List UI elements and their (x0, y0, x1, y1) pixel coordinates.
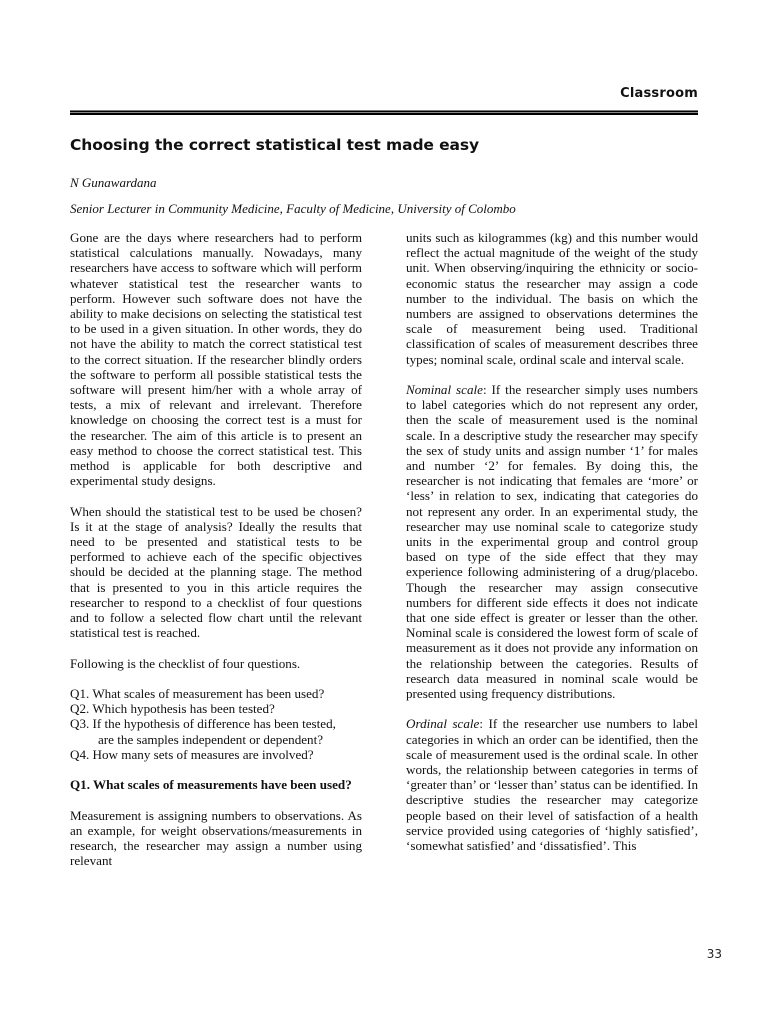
nominal-scale-paragraph (406, 382, 698, 701)
ordinal-scale-text: : If the researcher use numbers to label categories in which an order can be identified, then the scale of measurement used is the ordinal scale. In other words, the relationship between categories in terms of ‘greater than’ or ‘lesser than’ status can be identified. In descriptive studies the researcher may categorize people based on their level of satisfaction of a health service provided using categories of ‘highly satisfied’, ‘somewhat satisfied’ and ‘dissatisfied’. This (406, 716, 698, 854)
checklist-item-q3-continued: are the samples independent or dependent? (98, 731, 324, 747)
article-title: Choosing the correct statistical test made easy (70, 136, 480, 154)
checklist-item-q1: Q1. What scales of measurement has been used? (70, 686, 325, 702)
intro-paragraph: Gone are the days where researchers had to perform statistical calculations manually. Nowadays, many researchers have access to software which will perform whatever statistical test the researcher wants to perform. However such software does not have the ability to make decisions on selecting the statistical test to be used in a given situation. In other words, they do not have the ability to match the correct statistical test to the correct situation. If the researcher blindly orders the software to perform all possible statistical tests the software will present him/her with a whole array of tests, a mix of relevant and irrelevant. Therefore knowledge on choosing the correct test is a must for the researcher. The aim of this article is to present an easy method to choose the correct statistical test. This method is applicable for both descriptive and experimental study designs. (70, 230, 362, 489)
ordinal-scale-paragraph (406, 716, 698, 853)
nominal-scale-text: : If the researcher simply uses numbers to label categories which do not represent any order, then the scale of measurement used is the nominal scale. In a descriptive study the researcher may specify the sex of study units and assign number ‘1’ for males and number ‘2’ for females. By doing this, the researcher is not indicating that females are ‘more’ or ‘less’ in relation to sex, indicating that categories do not represent any order. In an experimental study, the researcher may use nominal scale to categorize study units in the experimental group and control group based on type of the side effect that they may experience following administering of a drug/placebo. Though the researcher may assign consecutive numbers for different side effects it does not indicate that one side effect is greater or lesser than the other. Nominal scale is considered the lowest form of scale of measurement as it does not provide any information on the relationship between the categories. Results of research data measured in nominal scale would be presented using frequency distributions. (406, 382, 698, 702)
nominal-scale-term: Nominal scale (406, 382, 483, 398)
article-author: N Gunawardana (70, 175, 157, 190)
measurement-continued-paragraph: units such as kilogrammes (kg) and this number would reflect the actual magnitude of the weight of the study unit. When observing/inquiring the ethnicity or socio-economic status the researcher may assign a code number to the individual. The basis on which the numbers are assigned to observations determines the scale of measurement being used. Traditional classification of scales of measurement describes three types; nominal scale, ordinal scale and interval scale. (406, 230, 698, 367)
header-rule (70, 110, 698, 115)
checklist (70, 686, 362, 762)
left-column (70, 230, 362, 868)
article-affiliation: Senior Lecturer in Community Medicine, Faculty of Medicine, University of Colombo (70, 201, 516, 216)
right-column (406, 230, 698, 853)
page-number: 33 (706, 947, 722, 961)
checklist-item-q3: Q3. If the hypothesis of difference has been tested, (70, 716, 336, 732)
timing-paragraph: When should the statistical test to be used be chosen? Is it at the stage of analysis? Ideally the results that need to be presented and statistical tests to be performed to achieve each of the specific objectives should be decided at the planning stage. The method that is presented to you in this article requires the researcher to respond to a checklist of four questions and to follow a selected flow chart until the relevant statistical test is reached. (70, 503, 362, 641)
section-label: Classroom (620, 86, 698, 101)
checklist-item-q4: Q4. How many sets of measures are involved? (70, 746, 314, 762)
measurement-paragraph: Measurement is assigning numbers to observations. As an example, for weight observations/measurements in research, the researcher may assign a number using relevant (70, 807, 362, 869)
ordinal-scale-term: Ordinal scale (406, 716, 480, 732)
q1-subheading: Q1. What scales of measurements have been used? (70, 777, 352, 793)
checklist-intro: Following is the checklist of four questions. (70, 655, 301, 671)
checklist-item-q2: Q2. Which hypothesis has been tested? (70, 701, 275, 717)
